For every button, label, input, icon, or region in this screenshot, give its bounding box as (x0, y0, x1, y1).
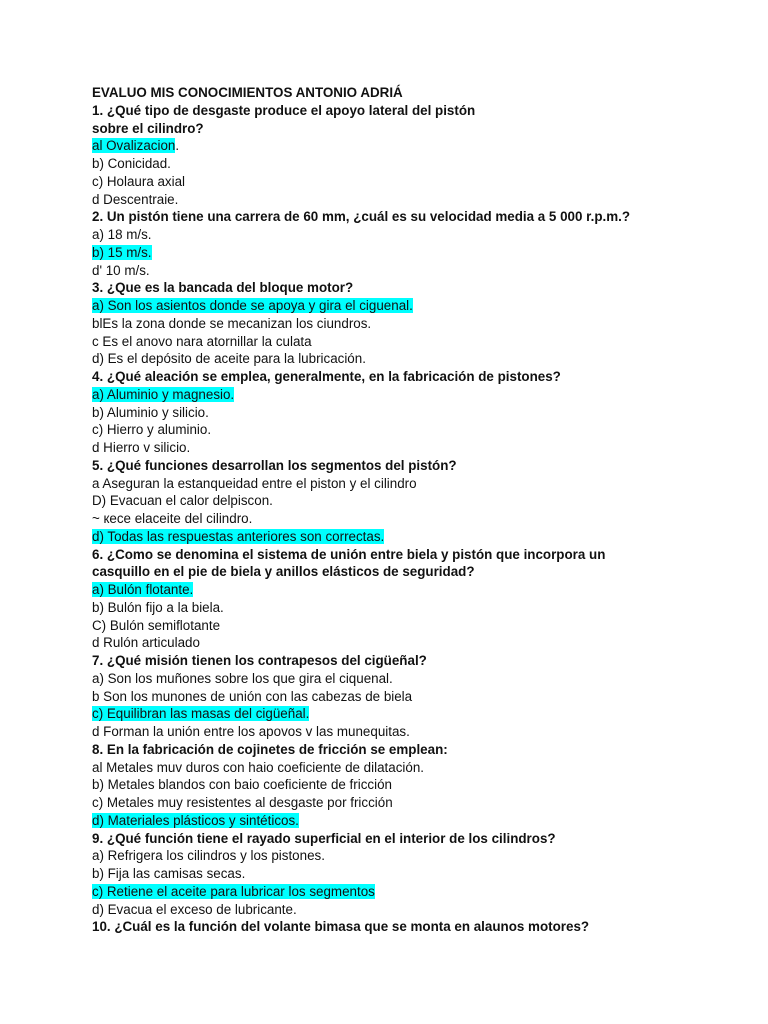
answer-option-text: a Aseguran la estanqueidad entre el piston y el cilindro (92, 475, 417, 491)
answer-option-text: c) Equilibran las masas del cigüeñal. (92, 706, 310, 722)
question-block (92, 208, 732, 279)
answer-option-text: d Rulón articulado (92, 635, 200, 651)
answer-option-text: b Son los munones de unión con las cabezas de biela (92, 688, 413, 704)
question-text: 7. ¿Qué misión tienen los contrapesos del cigüeñal? (92, 653, 427, 668)
answer-option (92, 262, 732, 280)
answer-option-text: d) Todas las respuestas anteriores son correctas. (92, 528, 385, 544)
answer-option-text: c) Retiene el aceite para lubricar los segmentos (92, 883, 375, 899)
answer-option-text: d Forman la unión entre los apovos v las munequitas. (92, 724, 410, 739)
answer-option (92, 865, 732, 883)
answer-option-text: c) Hierro y aluminio. (92, 422, 212, 438)
answer-option (92, 776, 732, 794)
answer-option (92, 492, 732, 510)
answer-option-text: d' 10 m/s. (92, 262, 150, 278)
question-text: 3. ¿Que es la bancada del bloque motor? (92, 280, 354, 296)
question-text: 1. ¿Qué tipo de desgaste produce el apoyo lateral del pistón (92, 102, 476, 118)
answer-option-highlighted (92, 883, 732, 901)
answer-option-highlighted (92, 297, 732, 315)
answer-option (92, 510, 732, 528)
answer-option-text: d) Evacua el exceso de lubricante. (92, 901, 297, 917)
question-text: casquillo en el pie de biela y anillos elásticos de seguridad? (92, 564, 475, 580)
answer-option-trailing-text: . (175, 138, 180, 154)
answer-option-text: b) Metales blandos con baio coeficiente de fricción (92, 777, 392, 793)
question-block (92, 546, 732, 653)
question-block (92, 918, 732, 936)
answer-option-highlighted (92, 581, 732, 599)
answer-option-text: b) Fija las camisas secas. (92, 866, 246, 881)
answer-option-text: a) Refrigera los cilindros y los pistones. (92, 848, 325, 864)
answer-option (92, 617, 732, 635)
question-block (92, 830, 732, 919)
question-block (92, 652, 732, 741)
question-block (92, 457, 732, 546)
answer-option-text: a) 18 m/s. (92, 227, 152, 242)
answer-option (92, 723, 732, 741)
question-text: 10. ¿Cuál es la función del volante bimasa que se monta en alaunos motores? (92, 919, 590, 935)
answer-option-text: c) Metales muy resistentes al desgaste por fricción (92, 795, 393, 810)
answer-option (92, 847, 732, 865)
question-text: 9. ¿Qué función tiene el rayado superficial en el interior de los cilindros? (92, 830, 556, 846)
question-list (92, 102, 732, 936)
question-block (92, 368, 732, 457)
answer-option-highlighted (92, 386, 732, 404)
question-block (92, 102, 732, 209)
answer-option-highlighted (92, 705, 732, 723)
answer-option (92, 333, 732, 351)
question-text: 2. Un pistón tiene una carrera de 60 mm, ¿cuál es su velocidad media a 5 000 r.p.m.? (92, 209, 631, 225)
answer-option-text: b) 15 m/s. (92, 244, 152, 260)
answer-option-highlighted (92, 528, 732, 546)
answer-option (92, 688, 732, 706)
answer-option-highlighted (92, 137, 732, 155)
answer-option-text: blEs la zona donde se mecanizan los ciundros. (92, 315, 372, 331)
answer-option-text: b) Bulón fijo a la biela. (92, 599, 224, 615)
answer-option-text: d) Es el depósito de aceite para la lubricación. (92, 351, 366, 367)
question-block (92, 279, 732, 368)
answer-option (92, 901, 732, 919)
answer-option-text: C) Bulón semiflotante (92, 617, 221, 633)
answer-option-text: c Es el anovo nara atornillar la culata (92, 333, 312, 349)
answer-option (92, 421, 732, 439)
answer-option (92, 634, 732, 652)
answer-option-text: d) Materiales plásticos y sintéticos. (92, 812, 299, 828)
answer-option-text: b) Conicidad. (92, 156, 171, 171)
answer-option (92, 439, 732, 457)
answer-option-text: a) Son los asientos donde se apoya y gira el ciguenal. (92, 298, 413, 313)
question-text: 5. ¿Qué funciones desarrollan los segmentos del pistón? (92, 457, 457, 473)
answer-option (92, 350, 732, 368)
answer-option-text: ~ кece elaceite del cilindro. (92, 511, 253, 526)
answer-option-text: a) Son los muñones sobre los que gira el ciquenal. (92, 670, 393, 686)
question-block (92, 741, 732, 830)
answer-option-text: a) Aluminio y magnesio. (92, 386, 235, 402)
answer-option-text: al Metales muv duros con haio coeficiente de dilatación. (92, 759, 424, 775)
answer-option (92, 191, 732, 209)
answer-option-text: d Descentraie. (92, 191, 179, 207)
answer-option (92, 670, 732, 688)
answer-option (92, 173, 732, 191)
answer-option-text: b) Aluminio y silicio. (92, 404, 209, 420)
answer-option-text: a) Bulón flotante. (92, 582, 194, 597)
answer-option (92, 759, 732, 777)
answer-option (92, 599, 732, 617)
question-text: 8. En la fabricación de cojinetes de fricción se emplean: (92, 741, 448, 757)
answer-option-text: D) Evacuan el calor delpiscon. (92, 493, 273, 509)
answer-option (92, 794, 732, 812)
answer-option (92, 475, 732, 493)
answer-option-highlighted (92, 244, 732, 262)
answer-option (92, 315, 732, 333)
question-text: 6. ¿Como se denomina el sistema de unión entre biela y pistón que incorpora un (92, 546, 606, 562)
answer-option (92, 226, 732, 244)
answer-option-text: c) Holaura axial (92, 173, 186, 189)
answer-option (92, 155, 732, 173)
answer-option-text: d Hierro v silicio. (92, 440, 191, 455)
document-page (92, 84, 732, 936)
answer-option-highlighted (92, 812, 732, 830)
answer-option (92, 404, 732, 422)
question-text: 4. ¿Qué aleación se emplea, generalmente, en la fabricación de pistones? (92, 369, 561, 384)
answer-option-text: al Ovalizacion (92, 138, 176, 154)
document-title: EVALUO MIS CONOCIMIENTOS ANTONIO ADRIÁ (92, 85, 403, 100)
question-text: sobre el cilindro? (92, 120, 204, 136)
